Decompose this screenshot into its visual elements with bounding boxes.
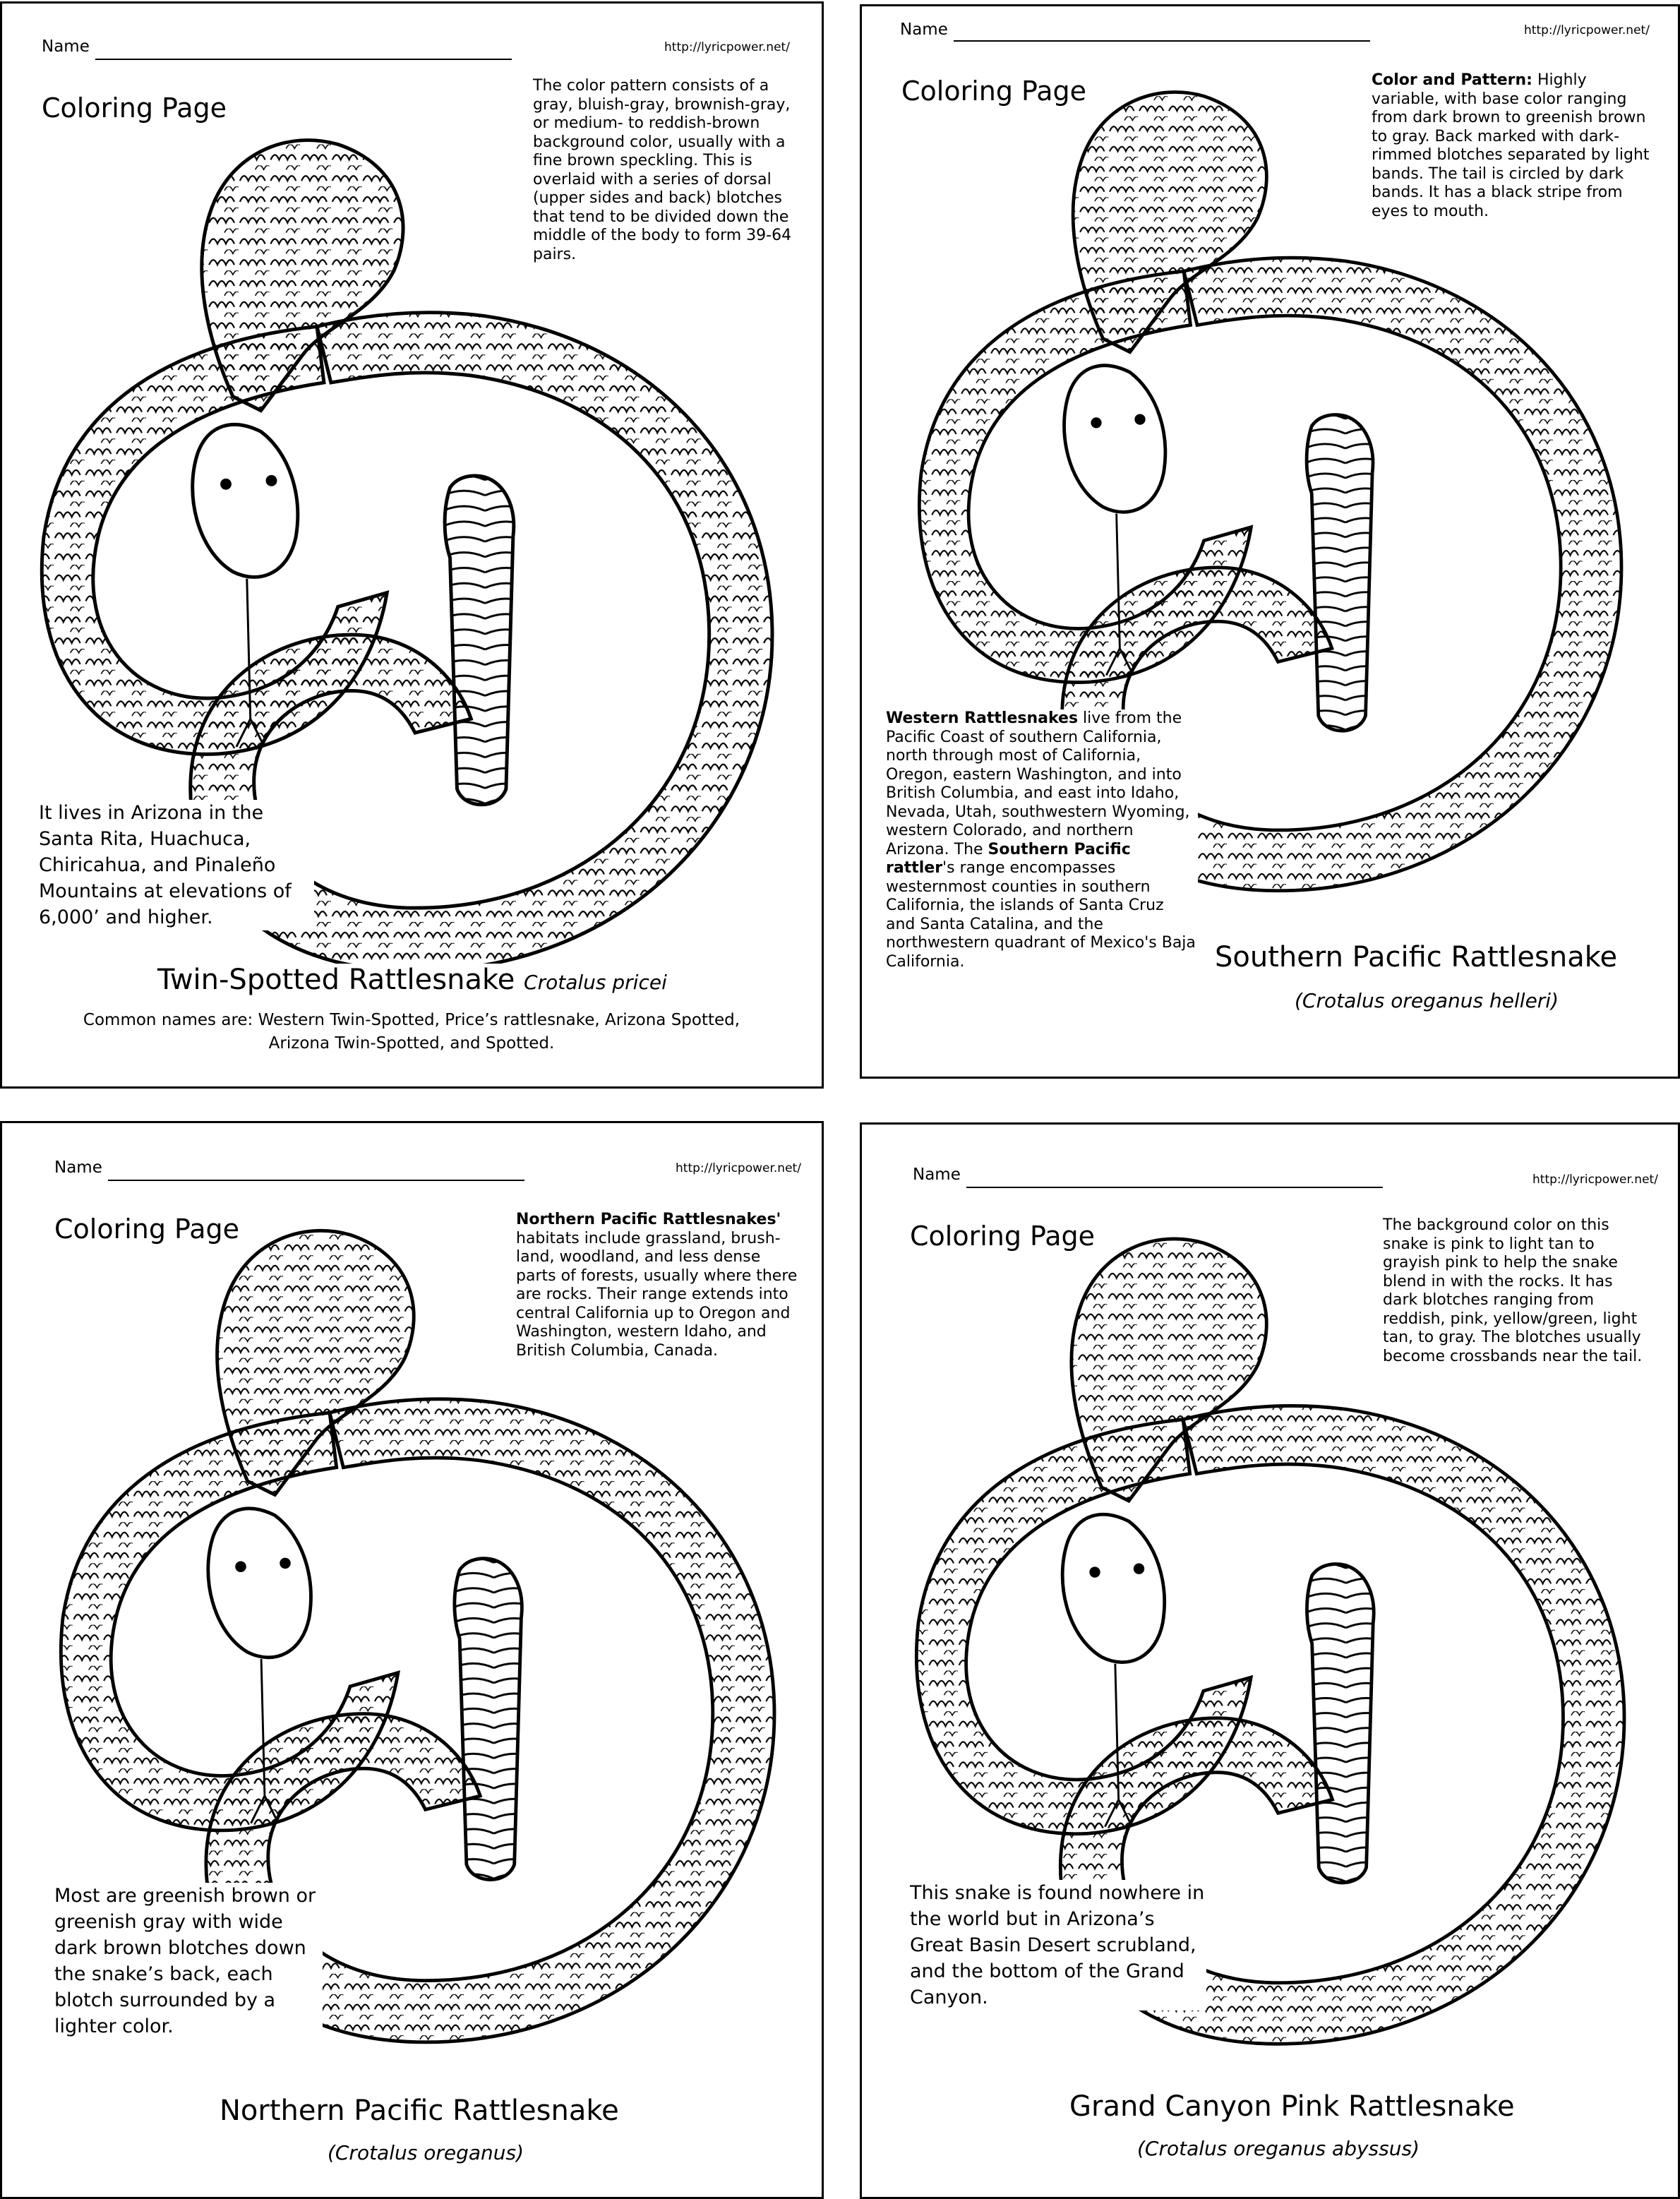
coloring-page-heading: Coloring Page [54,1214,240,1245]
source-url: http://lyricpower.net/ [676,1161,801,1175]
coloring-page-panel-3 [0,1121,824,2199]
scientific-name: (Crotalus oreganus helleri) [1294,989,1559,1012]
coloration-text: Most are greenish brown or greenish gray with wide dark brown blotches down the snake’s back, each blotch surrounded by a lighter color. [54,1883,323,2039]
common-name: Southern Pacific Rattlesnake [1215,941,1618,973]
common-name: Northern Pacific Rattlesnake [220,2095,619,2127]
color-pattern-description: The color pattern consists of a gray, bluish-gray, brownish-gray, or medium- to reddish-brown background color, usually with a fine brown speckling. This is overlaid with a series of dorsal (upper sides and back) blotches that tend to be divided down the middle of the body to form 39-64 pairs. [533,77,794,264]
description-label: Northern Pacific Rattlesnakes' [516,1211,781,1228]
coloring-page-heading: Coloring Page [42,92,227,124]
color-pattern-description [1372,71,1654,221]
range-bold-1: Western Rattlesnakes [886,709,1079,727]
range-text [886,709,1198,971]
name-line [954,40,1370,42]
source-url: http://lyricpower.net/ [1532,1173,1658,1187]
name-label: Name [42,37,90,56]
common-name: Twin-Spotted Rattlesnake [157,964,515,996]
name-label: Name [913,1166,961,1184]
habitat-text: It lives in Arizona in the Santa Rita, Huachuca, Chiricahua, and Pinaleño Mountains at elevations of 6,000’ and higher. [39,800,314,930]
snake-title [157,964,667,996]
scientific-name: (Crotalus oreganus abyssus) [1137,2137,1420,2160]
description-text: habitats include grassland, brush-land, woodland, and less dense parts of forests, usually where there are rocks. Their range extends into central California up to Oregon and Washington, western Idaho, and British Columbia, Canada. [516,1229,798,1360]
coloring-page-heading: Coloring Page [901,76,1087,107]
name-label: Name [900,20,948,39]
coloration-description: The background color on this snake is pink to light tan to grayish pink to help the snake blend in with the rocks. It has dark blotches ranging from reddish, pink, yellow/green, light tan, to gray. The blotches usually become crossbands near the tail. [1383,1216,1651,1366]
source-url: http://lyricpower.net/ [1524,23,1650,37]
name-label: Name [54,1158,102,1177]
common-names-note: Common names are: Western Twin-Spotted, Price’s rattlesnake, Arizona Spotted, Arizona Twin-Spotted, and Spotted. [83,1011,740,1053]
coloring-page-panel-2 [860,4,1680,1079]
name-line [95,59,512,60]
range-bold-2: Southern Pacific rattler [886,840,1131,877]
name-line [108,1180,524,1181]
range-text-2: 's range encompasses westernmost counties in southern California, the islands of Santa Cruz and Santa Catalina, and the northwestern quadrant of Mexico's Baja California. [886,859,1196,971]
coloring-page-heading: Coloring Page [910,1221,1096,1252]
name-line [966,1187,1383,1188]
description-text: Highly variable, with base color ranging from dark brown to greenish brown to gray. Back marked with dark-rimmed blotches separated by light bands. The tail is circled by dark bands. It has a black stripe from eyes to mouth. [1372,71,1650,220]
scientific-name: Crotalus pricei [524,971,667,994]
scientific-name: (Crotalus oreganus) [327,2141,524,2164]
description-label: Color and Pattern: [1372,71,1532,89]
common-name: Grand Canyon Pink Rattlesnake [1069,2090,1515,2123]
source-url: http://lyricpower.net/ [664,40,790,54]
coloring-page-panel-4 [860,1122,1680,2199]
range-text-1: live from the Pacific Coast of southern California, north through most of California, Oregon, eastern Washington, and into British Columbia, and east into Idaho, Nevada, Utah, southwestern Wyoming, western Colorado, and northern Arizona. The [886,709,1190,858]
coloring-page-panel-1 [0,1,824,1089]
habitat-description [516,1211,798,1360]
range-text: This snake is found nowhere in the world but in Arizona’s Great Basin Desert scrubland, and the bottom of the Grand Canyon. [910,1880,1206,2011]
